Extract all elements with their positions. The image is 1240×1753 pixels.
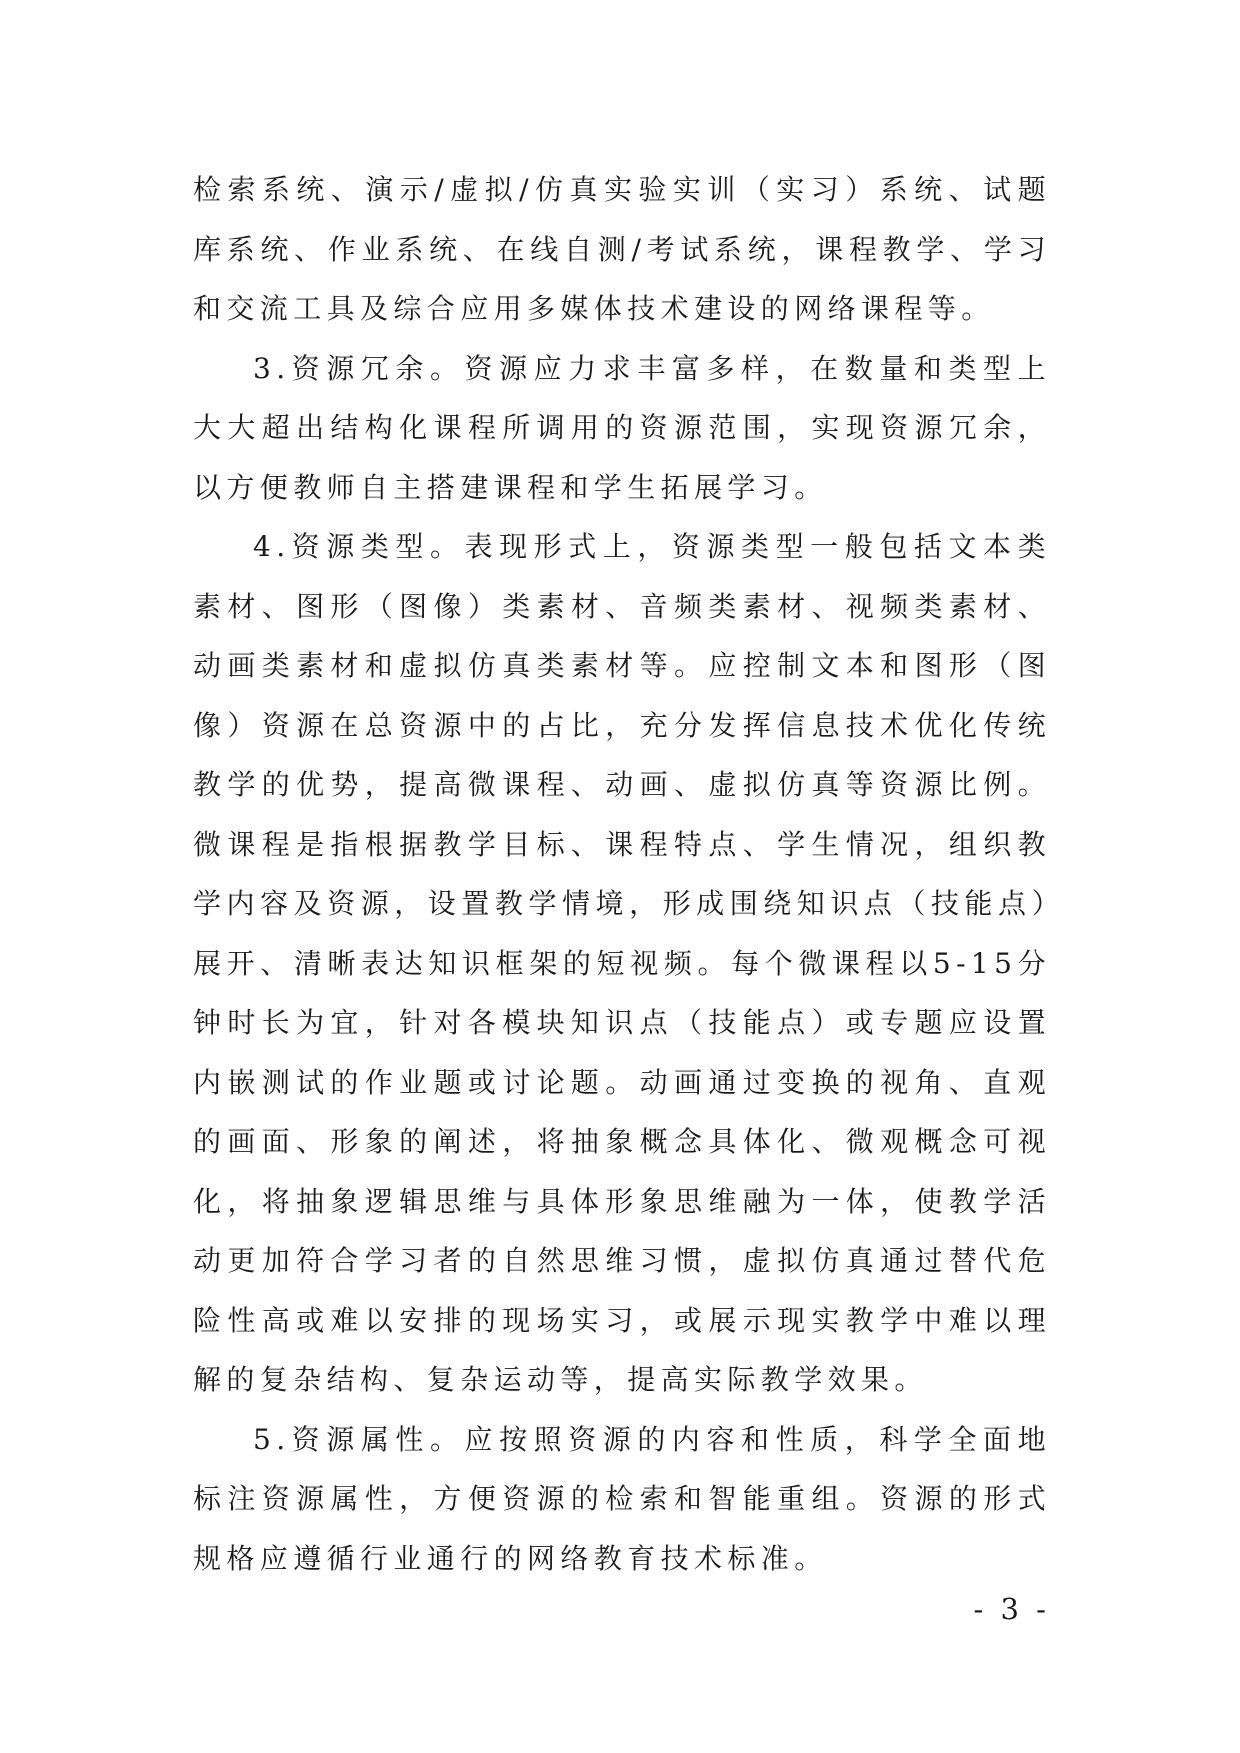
paragraph-resource-types: 4.资源类型。表现形式上，资源类型一般包括文本类素材、图形（图像）类素材、音频类素材、视频类素材、动画类素材和虚拟仿真类素材等。应控制文本和图形（图像）资源在总资源中的占比，充分发挥信息技术优化传统教学的优势，提高微课程、动画、虚拟仿真等资源比例。微课程是指根据教学目标、课程特点、学生情况，组织教学内容及资源，设置教学情境，形成围绕知识点（技能点）展开、清晰表达知识框架的短视频。每个微课程以5-15分钟时长为宜，针对各模块知识点（技能点）或专题应设置内嵌测试的作业题或讨论题。动画通过变换的视角、直观的画面、形象的阐述，将抽象概念具体化、微观概念可视化，将抽象逻辑思维与具体形象思维融为一体，使教学活动更加符合学习者的自然思维习惯，虚拟仿真通过替代危险性高或难以安排的现场实习，或展示现实教学中难以理解的复杂结构、复杂运动等，提高实际教学效果。 xyxy=(193,530,1051,1396)
page-number: - 3 - xyxy=(973,1592,1050,1626)
paragraph-resource-redundancy: 3.资源冗余。资源应力求丰富多样，在数量和类型上大大超出结构化课程所调用的资源范围，实现资源冗余，以方便教师自主搭建课程和学生拓展学习。 xyxy=(193,351,1051,504)
paragraph-continuation: 检索系统、演示/虚拟/仿真实验实训（实习）系统、试题库系统、作业系统、在线自测/考试系统，课程教学、学习和交流工具及综合应用多媒体技术建设的网络课程等。 xyxy=(193,173,1051,325)
paragraph-resource-attributes: 5.资源属性。应按照资源的内容和性质，科学全面地标注资源属性，方便资源的检索和智能重组。资源的形式规格应遵循行业通行的网络教育技术标准。 xyxy=(193,1422,1051,1575)
document-body xyxy=(193,160,1051,1588)
